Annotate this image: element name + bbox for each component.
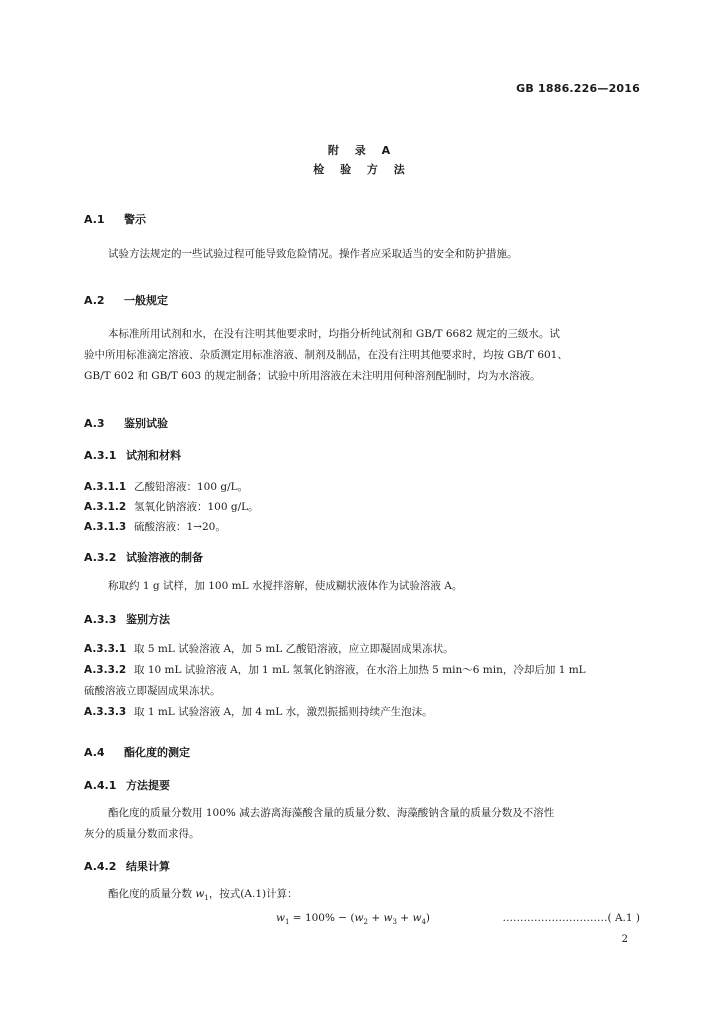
paragraph-calculation-intro: 酯化度的质量分数 $w_1$，按式(A.1)计算： <box>108 888 298 903</box>
section-heading-a4-2: A.4.2 结果计算 <box>84 860 170 873</box>
section-heading-a3-2: A.3.2 试验溶液的制备 <box>84 551 203 564</box>
section-heading-a3-1: A.3.1 试剂和材料 <box>84 449 181 462</box>
paragraph-warning: 试验方法规定的一些试验过程可能导致危险情况。操作者应采取适当的安全和防护措施。 <box>108 248 518 260</box>
formula-reference: …………………………( A.1 ) <box>502 912 640 924</box>
annex-title: 检 验 方 法 <box>313 163 411 176</box>
list-item: A.3.1.3 硫酸溶液：1→20。 <box>84 521 226 533</box>
section-heading-a3: A.3 鉴别试验 <box>84 417 168 430</box>
paragraph-test-solution: 称取约 1 g 试样，加 100 mL 水搅拌溶解，使成糊状液体作为试验溶液 A。 <box>108 580 463 592</box>
list-item: A.3.3.3 取 1 mL 试验溶液 A，加 4 mL 水，激烈振摇则持续产生泡沫。 <box>84 706 433 718</box>
paragraph-method-summary: 酯化度的质量分数用 100% 减去游离海藻酸含量的质量分数、海藻酸钠含量的质量分数及不溶性 灰分的质量分数而求得。 <box>84 807 555 840</box>
list-item-continuation: 硫酸溶液立即凝固成果冻状。 <box>84 685 221 697</box>
standard-code: GB 1886.226—2016 <box>516 82 640 95</box>
section-heading-a3-3: A.3.3 鉴别方法 <box>84 613 170 626</box>
list-item: A.3.1.2 氢氧化钠溶液：100 g/L。 <box>84 501 259 513</box>
paragraph-general-rules: 本标准所用试剂和水，在没有注明其他要求时，均指分析纯试剂和 GB/T 6682 规定的三级水。试 验中所用标准滴定溶液、杂质测定用标准溶液、制剂及制品，在没有注明其他要求时，均按 GB/T 601、 GB/T 602 和 GB/T 603 的规定制备；试验中所用溶液在未注明用何种溶剂配制时，均为水溶液。 <box>84 328 568 382</box>
page-number: 2 <box>621 934 628 945</box>
formula-a1: $w_1 = 100\% - (w_2 + w_3 + w_4)$ <box>276 912 431 927</box>
section-heading-a2: A.2 一般规定 <box>84 294 168 307</box>
list-item: A.3.3.1 取 5 mL 试验溶液 A，加 5 mL 乙酸铅溶液，应立即凝固成果冻状。 <box>84 643 454 655</box>
list-item: A.3.1.1 乙酸铅溶液：100 g/L。 <box>84 481 249 493</box>
section-heading-a4-1: A.4.1 方法提要 <box>84 779 170 792</box>
section-heading-a1: A.1 警示 <box>84 213 146 226</box>
section-heading-a4: A.4 酯化度的测定 <box>84 746 190 759</box>
list-item: A.3.3.2 取 10 mL 试验溶液 A，加 1 mL 氢氧化钠溶液，在水浴上加热 5 min～6 min，冷却后加 1 mL <box>84 664 586 676</box>
annex-label: 附 录 A <box>327 144 397 157</box>
